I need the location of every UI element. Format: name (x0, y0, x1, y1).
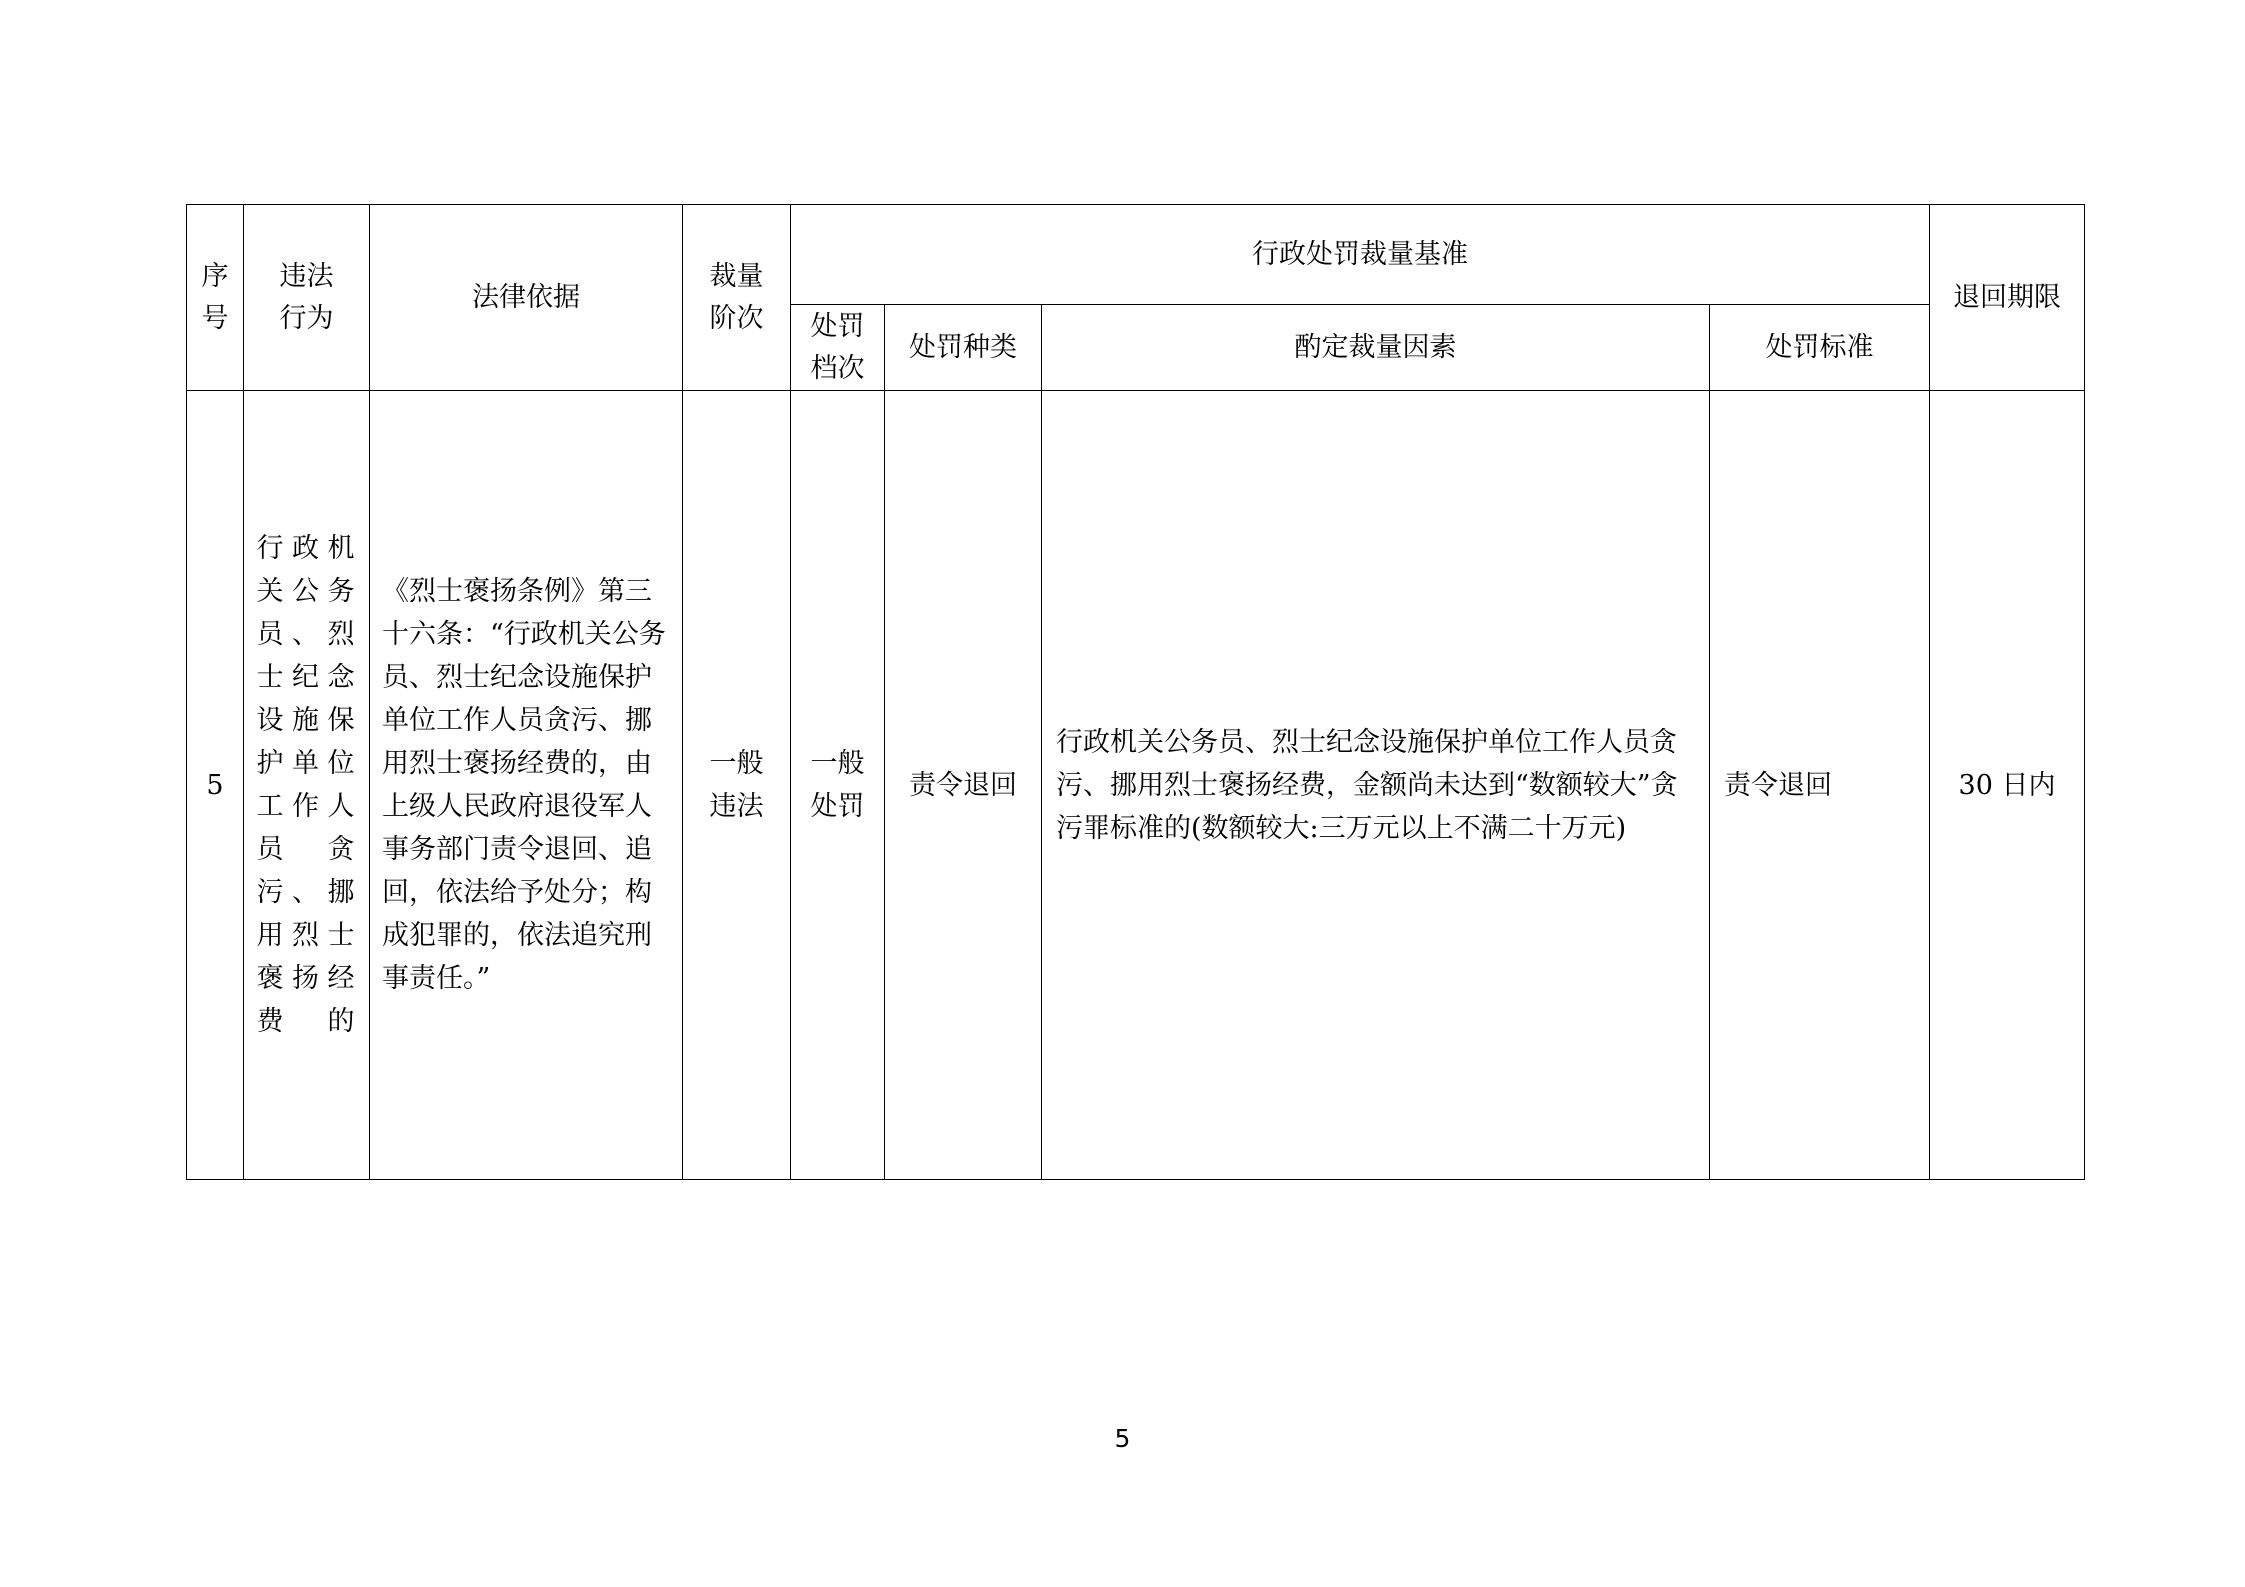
penalty-standard-table (186, 204, 2085, 1180)
cell-violation (244, 391, 370, 1180)
cell-penalty-standard (1710, 391, 1930, 1180)
cell-penalty-grade: 一般 处罚 (791, 391, 885, 1180)
cell-seq: 5 (187, 391, 244, 1180)
violation-text: 行政机关公务员、烈士纪念设施保护单位工作人员贪污、挪用烈士褒扬经费的 (256, 533, 357, 1037)
table-header-row (187, 205, 2085, 305)
penalty-standard-text: 责令退回 (1724, 769, 1832, 801)
cell-return-deadline: 30 日内 (1930, 391, 2085, 1180)
cell-legal-basis (370, 391, 683, 1180)
header-factors: 酌定裁量因素 (1042, 305, 1710, 391)
header-penalty-type: 处罚种类 (885, 305, 1042, 391)
header-discretion-level: 裁量 阶次 (683, 205, 791, 391)
header-penalty-standard: 处罚标准 (1710, 305, 1930, 391)
header-penalty-grade: 处罚 档次 (791, 305, 885, 391)
header-return-deadline: 退回期限 (1930, 205, 2085, 391)
cell-penalty-type: 责令退回 (885, 391, 1042, 1180)
legal-basis-text: 《烈士褒扬条例》第三十六条：“行政机关公务员、烈士纪念设施保护单位工作人员贪污、挪用烈士褒扬经费的，由上级人民政府退役军人事务部门责令退回、追回，依法给予处分；构成犯罪的，依法追究刑事责任。” (382, 576, 666, 994)
header-seq: 序 号 (187, 205, 244, 391)
page-number: 5 (1114, 1424, 1131, 1453)
header-legal-basis: 法律依据 (370, 205, 683, 391)
header-violation: 违法 行为 (244, 205, 370, 391)
factors-text: 行政机关公务员、烈士纪念设施保护单位工作人员贪污、挪用烈士褒扬经费，金额尚未达到“数额较大”贪污罪标准的(数额较大:三万元以上不满二十万元) (1056, 726, 1678, 844)
cell-discretion-level: 一般 违法 (683, 391, 791, 1180)
cell-factors (1042, 391, 1710, 1180)
table-row (187, 391, 2085, 1180)
header-standard-group: 行政处罚裁量基准 (791, 205, 1930, 305)
